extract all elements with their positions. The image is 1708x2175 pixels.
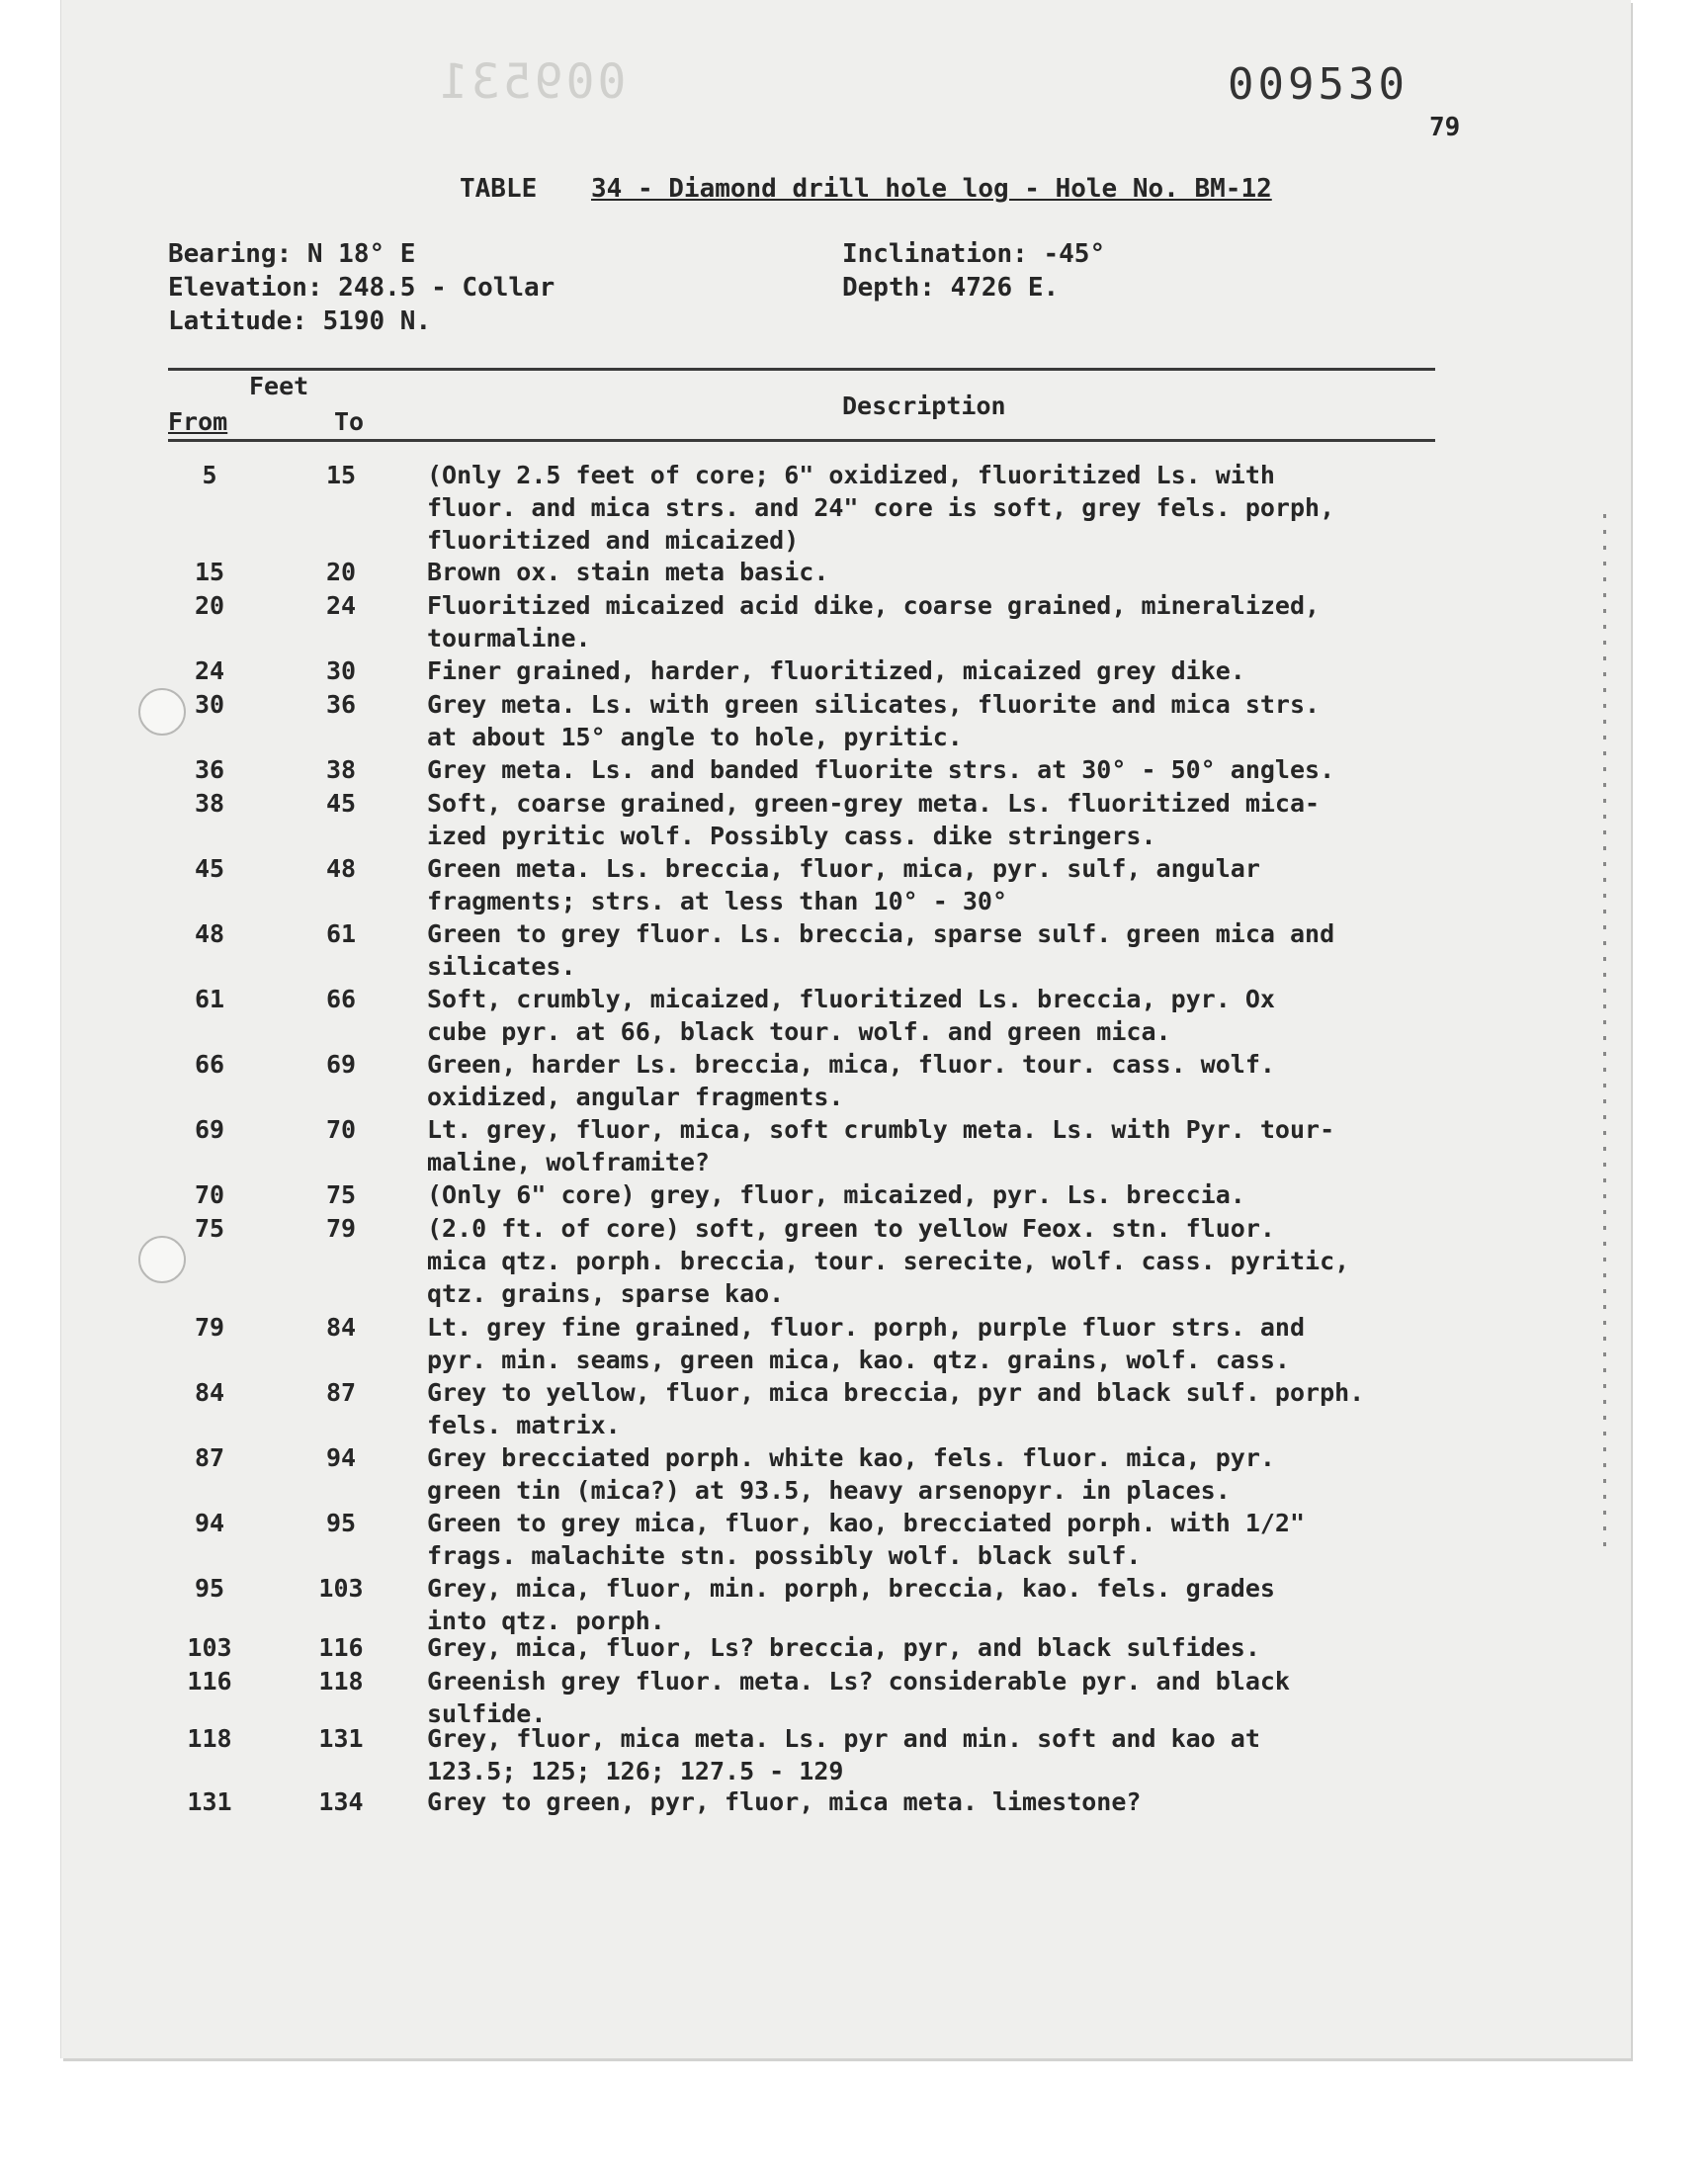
latitude-line: Latitude: 5190 N. bbox=[168, 306, 432, 336]
header-top-rule bbox=[168, 368, 1435, 371]
to-cell: 61 bbox=[325, 919, 357, 948]
description-cell: Finer grained, harder, fluoritized, micaized grey dike. bbox=[427, 656, 1245, 685]
document-page bbox=[61, 0, 1631, 2058]
description-cell: Grey, fluor, mica meta. Ls. pyr and min. soft and kao at 123.5; 125; 126; 127.5 - 129 bbox=[427, 1724, 1260, 1785]
to-cell: 48 bbox=[325, 854, 357, 883]
from-cell: 24 bbox=[194, 656, 225, 685]
bearing-line: Bearing: N 18° E bbox=[168, 239, 416, 269]
to-cell: 45 bbox=[325, 789, 357, 818]
to-cell: 94 bbox=[325, 1443, 357, 1472]
from-cell: 70 bbox=[194, 1180, 225, 1209]
to-cell: 24 bbox=[325, 591, 357, 620]
elevation-line: Elevation: 248.5 - Collar bbox=[168, 273, 555, 303]
description-cell: Green to grey fluor. Ls. breccia, sparse sulf. green mica and silicates. bbox=[427, 919, 1335, 981]
from-cell: 94 bbox=[194, 1509, 225, 1537]
from-cell: 79 bbox=[194, 1313, 225, 1342]
description-cell: Brown ox. stain meta basic. bbox=[427, 558, 829, 586]
to-cell: 131 bbox=[318, 1724, 364, 1753]
to-cell: 87 bbox=[325, 1378, 357, 1407]
description-cell: Grey, mica, fluor, min. porph, breccia, kao. fels. grades into qtz. porph. bbox=[427, 1574, 1275, 1635]
from-cell: 38 bbox=[194, 789, 225, 818]
inclination-line: Inclination: -45° bbox=[842, 239, 1106, 269]
description-cell: Grey, mica, fluor, Ls? breccia, pyr, and black sulfides. bbox=[427, 1633, 1260, 1662]
from-cell: 84 bbox=[194, 1378, 225, 1407]
feet-column-header: Feet bbox=[249, 372, 309, 400]
from-cell: 30 bbox=[194, 690, 225, 719]
from-cell: 48 bbox=[194, 919, 225, 948]
to-cell: 95 bbox=[325, 1509, 357, 1537]
from-cell: 87 bbox=[194, 1443, 225, 1472]
to-cell: 38 bbox=[325, 755, 357, 784]
to-cell: 118 bbox=[318, 1667, 364, 1696]
from-cell: 103 bbox=[187, 1633, 232, 1662]
description-cell: Green meta. Ls. breccia, fluor, mica, pyr. sulf, angular fragments; strs. at less than 10° - 30° bbox=[427, 854, 1260, 915]
description-cell: Grey meta. Ls. with green silicates, fluorite and mica strs. at about 15° angle to hole, pyritic. bbox=[427, 690, 1321, 751]
to-cell: 36 bbox=[325, 690, 357, 719]
page-number: 79 bbox=[1429, 113, 1461, 142]
punch-hole bbox=[138, 688, 186, 736]
description-cell: Lt. grey, fluor, mica, soft crumbly meta. Ls. with Pyr. tour- maline, wolframite? bbox=[427, 1115, 1335, 1176]
from-column-header: From bbox=[168, 407, 228, 436]
description-cell: Grey to yellow, fluor, mica breccia, pyr and black sulf. porph. fels. matrix. bbox=[427, 1378, 1365, 1439]
header-bottom-rule bbox=[168, 439, 1435, 442]
from-cell: 118 bbox=[187, 1724, 232, 1753]
description-cell: Greenish grey fluor. meta. Ls? considerable pyr. and black sulfide. bbox=[427, 1667, 1290, 1728]
description-cell: (2.0 ft. of core) soft, green to yellow Feox. stn. fluor. mica qtz. porph. breccia, tour. serecite, wolf. cass. pyritic, qtz. grains, sparse kao. bbox=[427, 1214, 1350, 1308]
to-cell: 20 bbox=[325, 558, 357, 586]
description-cell: Grey meta. Ls. and banded fluorite strs. at 30° - 50° angles. bbox=[427, 755, 1335, 784]
description-cell: Fluoritized micaized acid dike, coarse grained, mineralized, tourmaline. bbox=[427, 591, 1321, 652]
to-cell: 15 bbox=[325, 461, 357, 489]
description-cell: (Only 6" core) grey, fluor, micaized, pyr. Ls. breccia. bbox=[427, 1180, 1245, 1209]
table-title: 34 - Diamond drill hole log - Hole No. BM-12 bbox=[591, 174, 1272, 204]
from-cell: 69 bbox=[194, 1115, 225, 1144]
description-cell: (Only 2.5 feet of core; 6" oxidized, fluoritized Ls. with fluor. and mica strs. and 24" core is soft, grey fels. porph, fluoritized and micaized) bbox=[427, 461, 1335, 555]
to-cell: 66 bbox=[325, 985, 357, 1013]
description-cell: Soft, coarse grained, green-grey meta. Ls. fluoritized mica- ized pyritic wolf. Possibly cass. dike stringers. bbox=[427, 789, 1321, 850]
from-cell: 131 bbox=[187, 1787, 232, 1816]
to-cell: 84 bbox=[325, 1313, 357, 1342]
description-cell: Soft, crumbly, micaized, fluoritized Ls. breccia, pyr. Ox cube pyr. at 66, black tour. wolf. and green mica. bbox=[427, 985, 1275, 1046]
to-column-header: To bbox=[334, 407, 365, 436]
document-number: 009530 bbox=[1228, 59, 1409, 110]
description-cell: Green to grey mica, fluor, kao, brecciated porph. with 1/2" frags. malachite stn. possibly wolf. black sulf. bbox=[427, 1509, 1306, 1570]
punch-hole bbox=[138, 1236, 186, 1283]
edge-perforation bbox=[1603, 514, 1606, 1552]
from-cell: 61 bbox=[194, 985, 225, 1013]
description-cell: Lt. grey fine grained, fluor. porph, purple fluor strs. and pyr. min. seams, green mica, kao. qtz. grains, wolf. cass. bbox=[427, 1313, 1306, 1374]
to-cell: 69 bbox=[325, 1050, 357, 1079]
to-cell: 134 bbox=[318, 1787, 364, 1816]
description-cell: Green, harder Ls. breccia, mica, fluor. tour. cass. wolf. oxidized, angular fragments. bbox=[427, 1050, 1275, 1111]
bleed-through-number: 009531 bbox=[437, 54, 627, 110]
table-label: TABLE bbox=[460, 174, 538, 204]
depth-line: Depth: 4726 E. bbox=[842, 273, 1060, 303]
from-cell: 95 bbox=[194, 1574, 225, 1603]
to-cell: 103 bbox=[318, 1574, 364, 1603]
to-cell: 75 bbox=[325, 1180, 357, 1209]
to-cell: 30 bbox=[325, 656, 357, 685]
from-cell: 20 bbox=[194, 591, 225, 620]
from-cell: 36 bbox=[194, 755, 225, 784]
description-column-header: Description bbox=[842, 392, 1006, 420]
from-cell: 45 bbox=[194, 854, 225, 883]
from-cell: 5 bbox=[202, 461, 217, 489]
to-cell: 116 bbox=[318, 1633, 364, 1662]
description-cell: Grey to green, pyr, fluor, mica meta. limestone? bbox=[427, 1787, 1142, 1816]
to-cell: 70 bbox=[325, 1115, 357, 1144]
to-cell: 79 bbox=[325, 1214, 357, 1243]
from-cell: 116 bbox=[187, 1667, 232, 1696]
description-cell: Grey brecciated porph. white kao, fels. fluor. mica, pyr. green tin (mica?) at 93.5, heavy arsenopyr. in places. bbox=[427, 1443, 1275, 1505]
from-cell: 15 bbox=[194, 558, 225, 586]
from-cell: 75 bbox=[194, 1214, 225, 1243]
from-cell: 66 bbox=[194, 1050, 225, 1079]
